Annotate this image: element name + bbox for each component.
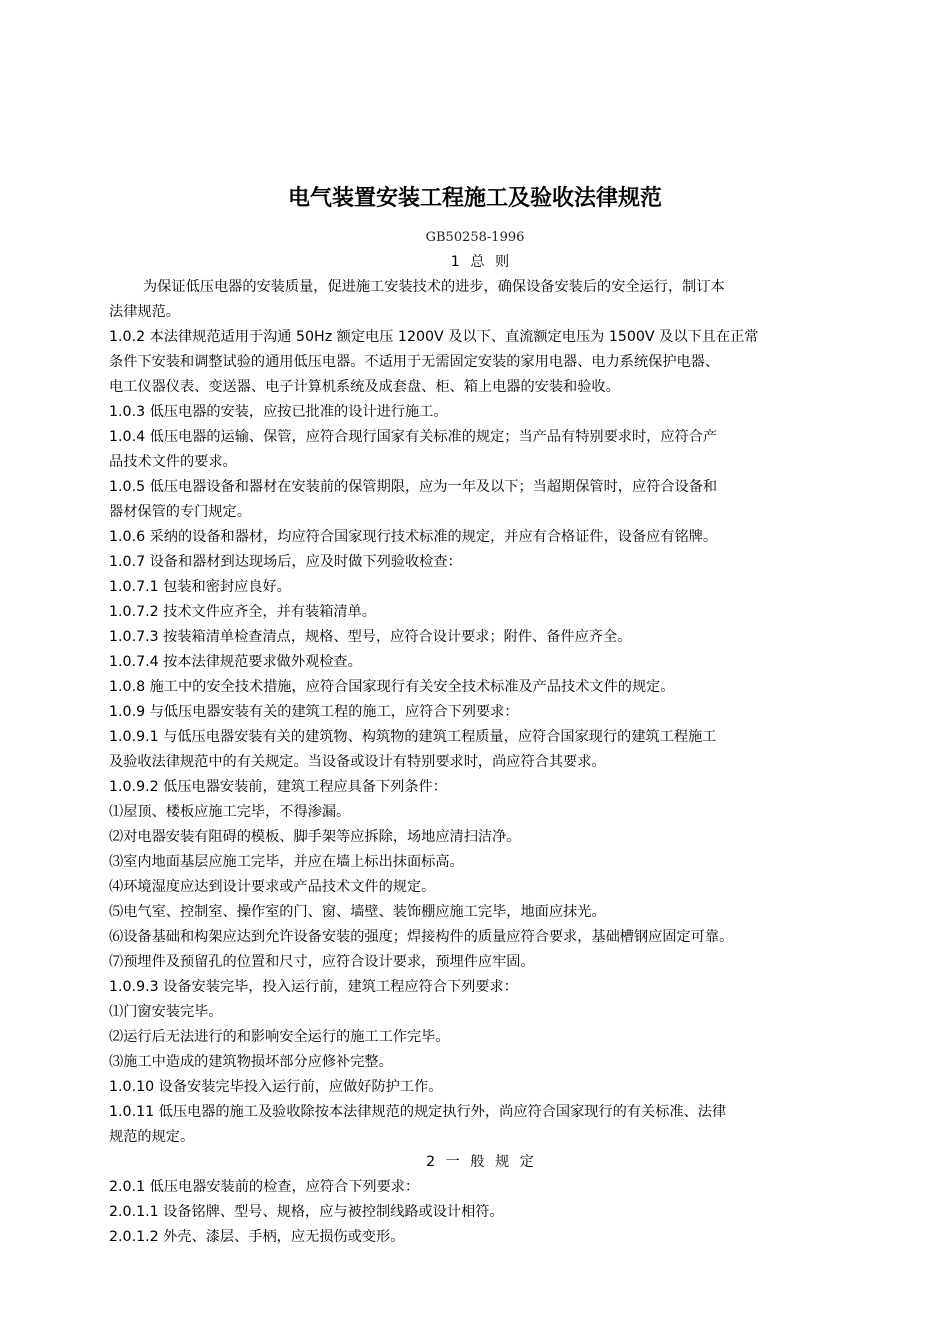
paragraph-line: 1.0.7.2 技术文件应齐全，并有装箱清单。: [109, 604, 376, 620]
paragraph-line: 1.0.9.1 与低压电器安装有关的建筑物、构筑物的建筑工程质量，应符合国家现行的建筑工程施工: [109, 729, 717, 745]
paragraph-line: 1.0.7.4 按本法律规范要求做外观检查。: [109, 654, 362, 670]
paragraph-line: ⑸电气室、控制室、操作室的门、窗、墙壁、装饰棚应施工完毕，地面应抹光。: [109, 904, 606, 920]
section-heading: 2 一 般 规 定: [426, 1154, 537, 1170]
paragraph-line: 1.0.10 设备安装完毕投入运行前，应做好防护工作。: [109, 1079, 443, 1095]
paragraph-line: 1.0.4 低压电器的运输、保管，应符合现行国家有关标准的规定；当产品有特别要求时，应符合产: [109, 429, 718, 445]
paragraph-line: 1.0.11 低压电器的施工及验收除按本法律规范的规定执行外，尚应符合国家现行的有关标准、法律: [109, 1104, 727, 1120]
paragraph-line: 1.0.9.3 设备安装完毕，投入运行前，建筑工程应符合下列要求：: [109, 979, 518, 995]
paragraph-line: 条件下安装和调整试验的通用低压电器。不适用于无需固定安装的家用电器、电力系统保护电器、: [109, 354, 720, 370]
standard-code: GB50258-1996: [425, 230, 525, 245]
paragraph-line: ⑹设备基础和构架应达到允许设备安装的强度；焊接构件的质量应符合要求，基础槽钢应固定可靠。: [109, 929, 734, 945]
paragraph-line: 法律规范。: [109, 304, 180, 320]
paragraph-line: 电工仪器仪表、变送器、电子计算机系统及成套盘、柜、箱上电器的安装和验收。: [109, 379, 620, 395]
paragraph-line: 1.0.7.3 按装箱清单检查清点，规格、型号，应符合设计要求；附件、备件应齐全。: [109, 629, 632, 645]
paragraph-line: 2.0.1.1 设备铭牌、型号、规格，应与被控制线路或设计相符。: [109, 1204, 504, 1220]
paragraph-line: 1.0.8 施工中的安全技术措施，应符合国家现行有关安全技术标准及产品技术文件的规定。: [109, 679, 675, 695]
paragraph-line: ⑵运行后无法进行的和影响安全运行的施工工作完毕。: [109, 1029, 450, 1045]
paragraph-line: 及验收法律规范中的有关规定。当设备或设计有特别要求时，尚应符合其要求。: [109, 754, 606, 770]
paragraph-line: ⑶施工中造成的建筑物损坏部分应修补完整。: [109, 1054, 393, 1070]
paragraph-line: 1.0.2 本法律规范适用于沟通 50Hz 额定电压 1200V 及以下、直流额定电压为 1500V 及以下且在正常: [109, 329, 759, 345]
paragraph-line: 1.0.9.2 低压电器安装前，建筑工程应具备下列条件：: [109, 779, 447, 795]
paragraph-line: 器材保管的专门规定。: [109, 504, 251, 520]
paragraph-line: 1.0.7.1 包装和密封应良好。: [109, 579, 291, 595]
paragraph-line: 1.0.6 采纳的设备和器材，均应符合国家现行技术标准的规定，并应有合格证件，设备应有铭牌。: [109, 529, 718, 545]
paragraph-line: 为保证低压电器的安装质量，促进施工安装技术的进步，确保设备安装后的安全运行，制订本: [143, 279, 725, 295]
paragraph-line: ⑴门窗安装完毕。: [109, 1004, 223, 1020]
paragraph-line: 1.0.7 设备和器材到达现场后，应及时做下列验收检查：: [109, 554, 462, 570]
section-heading: 1 总 则: [450, 254, 513, 270]
paragraph-line: 1.0.3 低压电器的安装，应按已批准的设计进行施工。: [109, 404, 448, 420]
paragraph-line: ⑺预埋件及预留孔的位置和尺寸，应符合设计要求，预埋件应牢固。: [109, 954, 535, 970]
paragraph-line: 规范的规定。: [109, 1129, 195, 1145]
paragraph-line: ⑶室内地面基层应施工完毕，并应在墙上标出抹面标高。: [109, 854, 464, 870]
paragraph-line: 品技术文件的要求。: [109, 454, 237, 470]
document-body: [109, 250, 854, 1250]
document-title: 电气装置安装工程施工及验收法律规范: [287, 186, 662, 211]
paragraph-line: ⑵对电器安装有阻碍的模板、脚手架等应拆除，场地应清扫洁净。: [109, 829, 521, 845]
paragraph-line: 2.0.1 低压电器安装前的检查，应符合下列要求：: [109, 1179, 420, 1195]
paragraph-line: ⑷环境湿度应达到设计要求或产品技术文件的规定。: [109, 879, 436, 895]
paragraph-line: 2.0.1.2 外壳、漆层、手柄，应无损伤或变形。: [109, 1229, 405, 1245]
paragraph-line: 1.0.9 与低压电器安装有关的建筑工程的施工，应符合下列要求：: [109, 704, 519, 720]
paragraph-line: ⑴屋顶、楼板应施工完毕，不得渗漏。: [109, 804, 351, 820]
paragraph-line: 1.0.5 低压电器设备和器材在安装前的保管期限，应为一年及以下；当超期保管时，应符合设备和: [109, 479, 718, 495]
